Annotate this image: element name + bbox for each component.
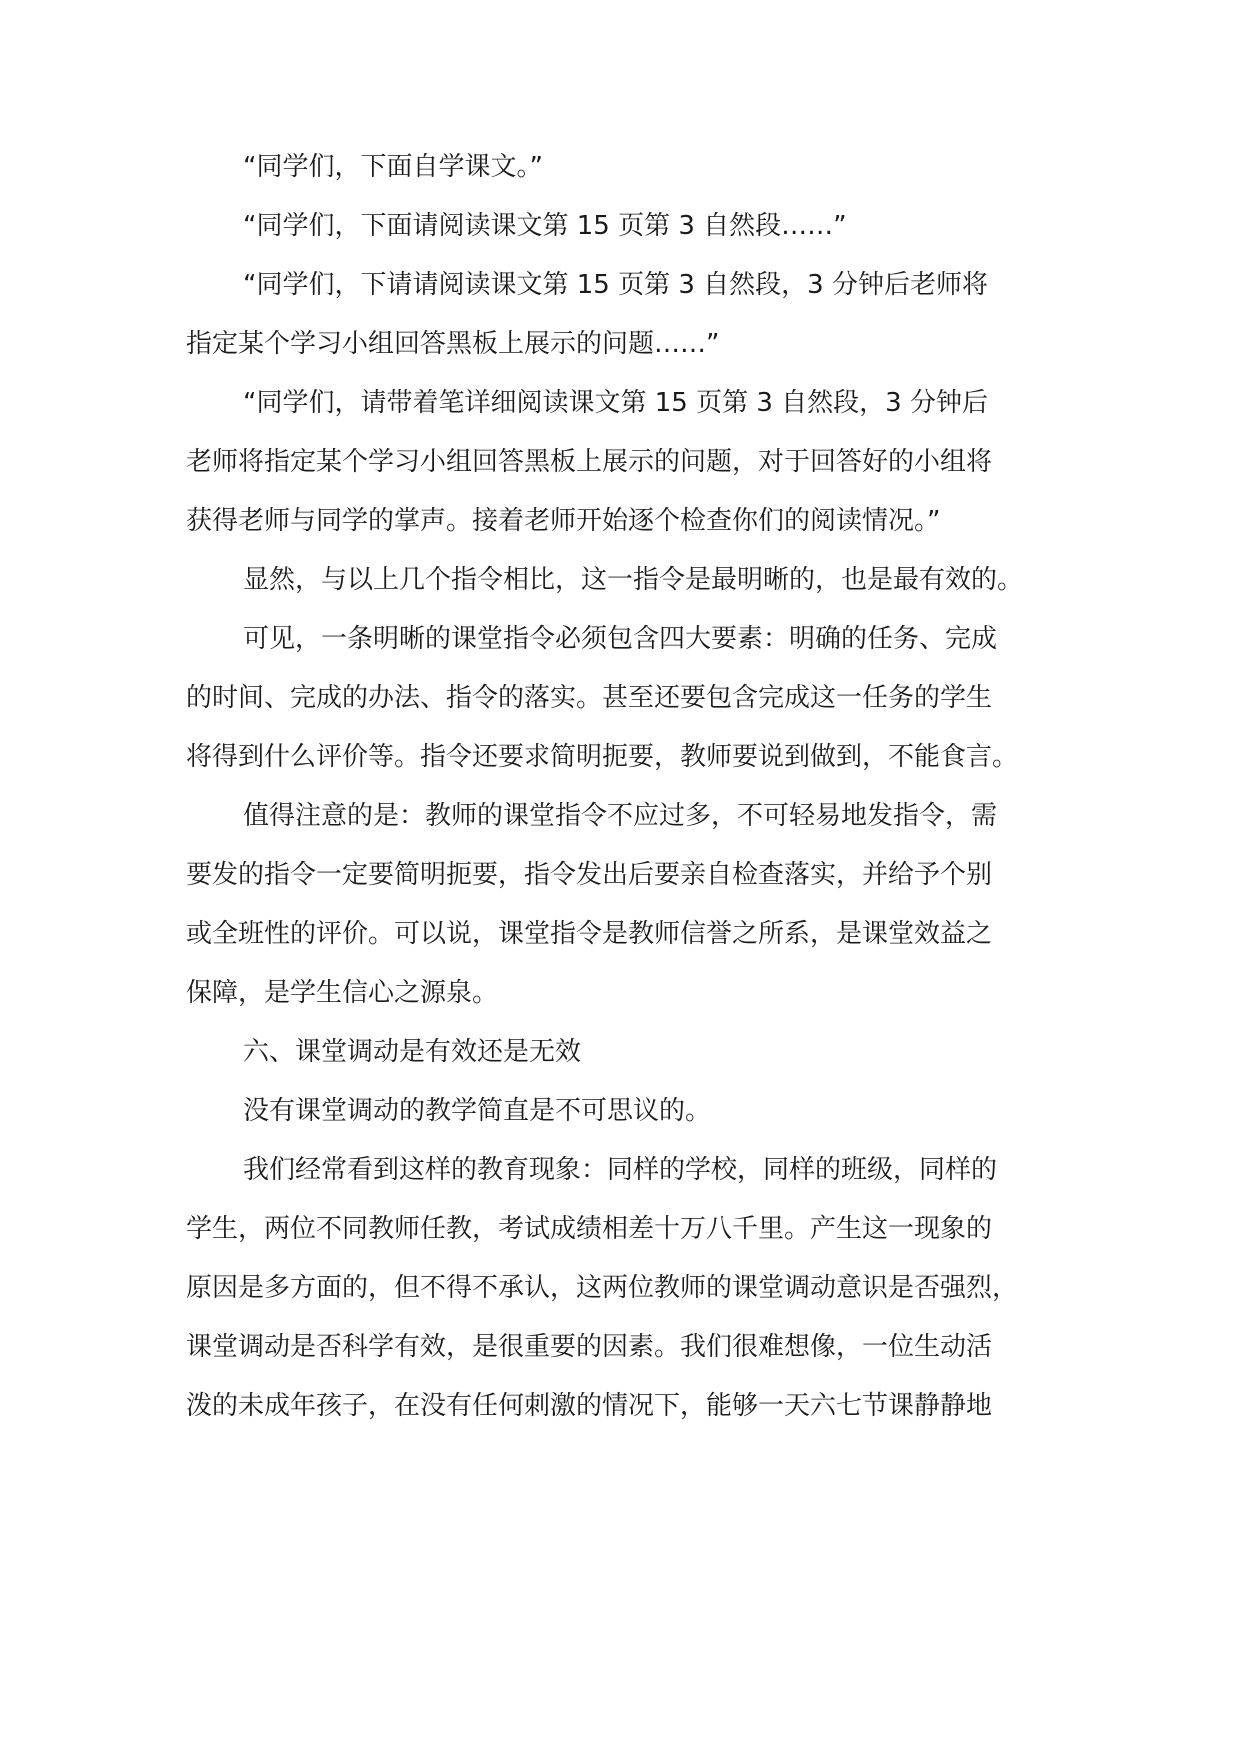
section-heading: 六、课堂调动是有效还是无效: [243, 1037, 582, 1067]
text-line: 泼的未成年孩子，在没有任何刺激的情况下，能够一天六七节课静静地: [186, 1391, 993, 1421]
text-line: 课堂调动是否科学有效，是很重要的因素。我们很难想像，一位生动活: [186, 1332, 993, 1362]
text-line: 可见，一条明晰的课堂指令必须包含四大要素：明确的任务、完成: [243, 624, 998, 654]
text-line: 或全班性的评价。可以说，课堂指令是教师信誉之所系，是课堂效益之: [186, 919, 993, 949]
text-line: 老师将指定某个学习小组回答黑板上展示的问题，对于回答好的小组将: [186, 447, 993, 477]
text-line: 保障，是学生信心之源泉。: [186, 978, 499, 1008]
text-line: 没有课堂调动的教学简直是不可思议的。: [243, 1096, 712, 1126]
text-line: 的时间、完成的办法、指令的落实。甚至还要包含完成这一任务的学生: [186, 683, 993, 713]
text-line: 要发的指令一定要简明扼要，指令发出后要亲自检查落实，并给予个别: [186, 860, 993, 890]
text-line: 我们经常看到这样的教育现象：同样的学校，同样的班级，同样的: [243, 1155, 998, 1185]
text-line: 原因是多方面的，但不得不承认，这两位教师的课堂调动意识是否强烈，: [186, 1273, 1019, 1303]
text-line: 学生，两位不同教师任教，考试成绩相差十万八千里。产生这一现象的: [186, 1214, 993, 1244]
text-line: “同学们，下面自学课文。”: [243, 152, 543, 182]
text-line: “同学们，请带着笔详细阅读课文第 15 页第 3 自然段，3 分钟后: [243, 388, 988, 418]
text-line: 值得注意的是：教师的课堂指令不应过多，不可轻易地发指令，需: [243, 801, 998, 831]
text-line: “同学们，下请请阅读课文第 15 页第 3 自然段，3 分钟后老师将: [243, 270, 988, 300]
text-line: 将得到什么评价等。指令还要求简明扼要，教师要说到做到，不能食言。: [186, 742, 1019, 772]
text-line: “同学们，下面请阅读课文第 15 页第 3 自然段……”: [243, 211, 847, 241]
text-line: 获得老师与同学的掌声。接着老师开始逐个检查你们的阅读情况。”: [186, 506, 941, 536]
text-line: 指定某个学习小组回答黑板上展示的问题……”: [186, 329, 720, 359]
text-line: 显然，与以上几个指令相比，这一指令是最明晰的，也是最有效的。: [243, 565, 1024, 595]
